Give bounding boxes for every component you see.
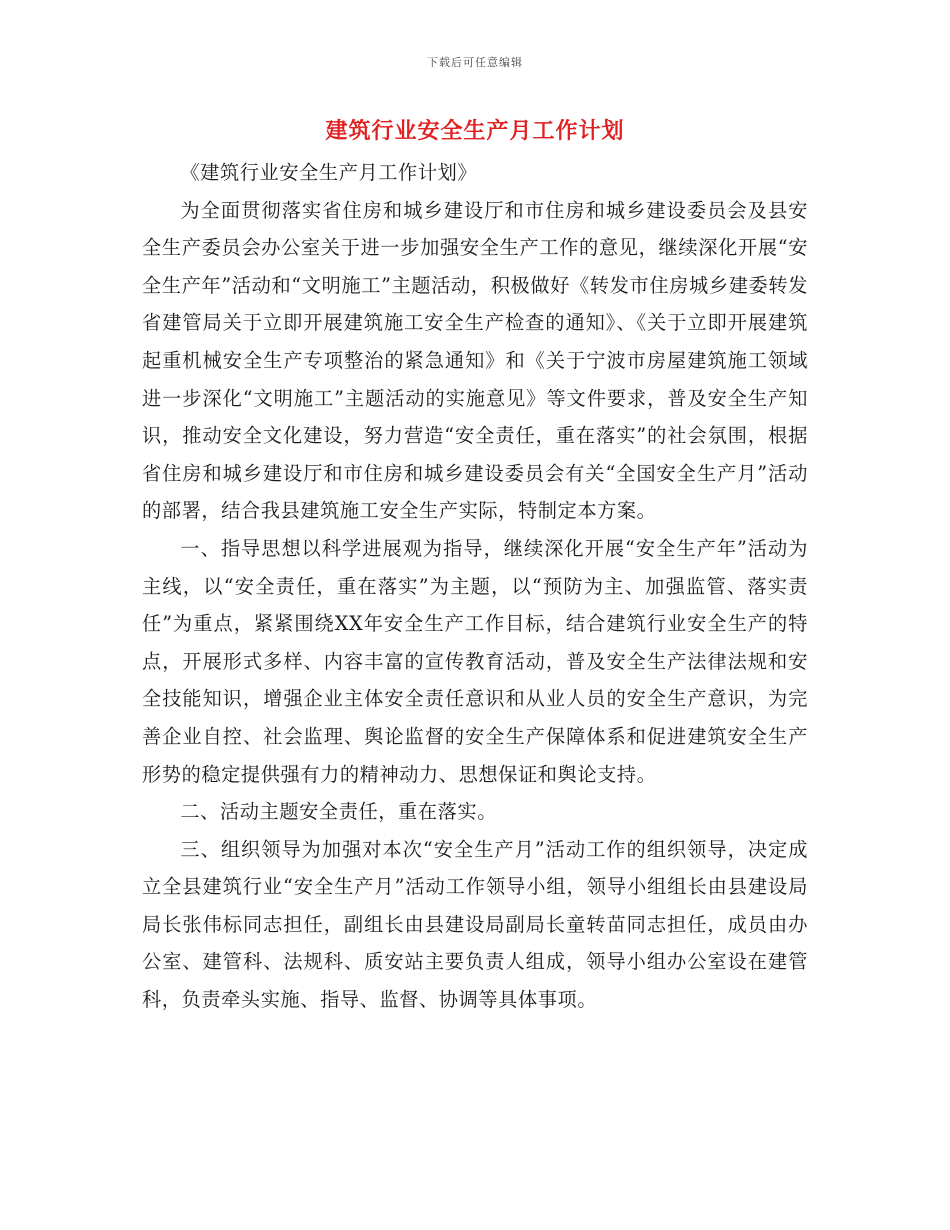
paragraph-introduction: 为全面贯彻落实省住房和城乡建设厅和市住房和城乡建设委员会及县安全生产委员会办公室关于进一步加强安全生产工作的意见，继续深化开展“安全生产年”活动和“文明施工”主题活动，积极做好《转发市住房城乡建委转发省建管局关于立即开展建筑施工安全生产检查的通知》、《关于立即开展建筑起重机械安全生产专项整治的紧急通知》和《关于宁波市房屋建筑施工领域进一步深化“文明施工”主题活动的实施意见》等文件要求，普及安全生产知识，推动安全文化建设，努力营造“安全责任，重在落实”的社会氛围，根据省住房和城乡建设厅和市住房和城乡建设委员会有关“全国安全生产月”活动的部署，结合我县建筑施工安全生产实际，特制定本方案。 — [142, 198, 808, 523]
paragraph-organization-leadership: 三、组织领导为加强对本次“安全生产月”活动工作的组织领导，决定成立全县建筑行业“安全生产月”活动工作领导小组，领导小组组长由县建设局局长张伟标同志担任，副组长由县建设局副局长童转苗同志担任，成员由办公室、建管科、法规科、质安站主要负责人组成，领导小组办公室设在建管科，负责牵头实施、指导、监督、协调等具体事项。 — [142, 837, 808, 1012]
paragraph-activity-theme: 二、活动主题安全责任，重在落实。 — [180, 800, 497, 824]
paragraph-guiding-ideology: 一、指导思想以科学进展观为指导，继续深化开展“安全生产年”活动为主线，以“安全责任，重在落实”为主题，以“预防为主、加强监管、落实责任”为重点，紧紧围绕XX年安全生产工作目标，结合建筑行业安全生产的特点，开展形式多样、内容丰富的宣传教育活动，普及安全生产法律法规和安全技能知识，增强企业主体安全责任意识和从业人员的安全生产意识，为完善企业自控、社会监理、舆论监督的安全生产保障体系和促进建筑安全生产形势的稳定提供强有力的精神动力、思想保证和舆论支持。 — [142, 536, 808, 786]
document-title: 建筑行业安全生产月工作计划 — [325, 118, 625, 144]
paragraph-reference-title: 《建筑行业安全生产月工作计划》 — [180, 161, 478, 184]
document-body — [142, 154, 808, 1019]
header-note: 下载后可任意编辑 — [427, 56, 523, 69]
